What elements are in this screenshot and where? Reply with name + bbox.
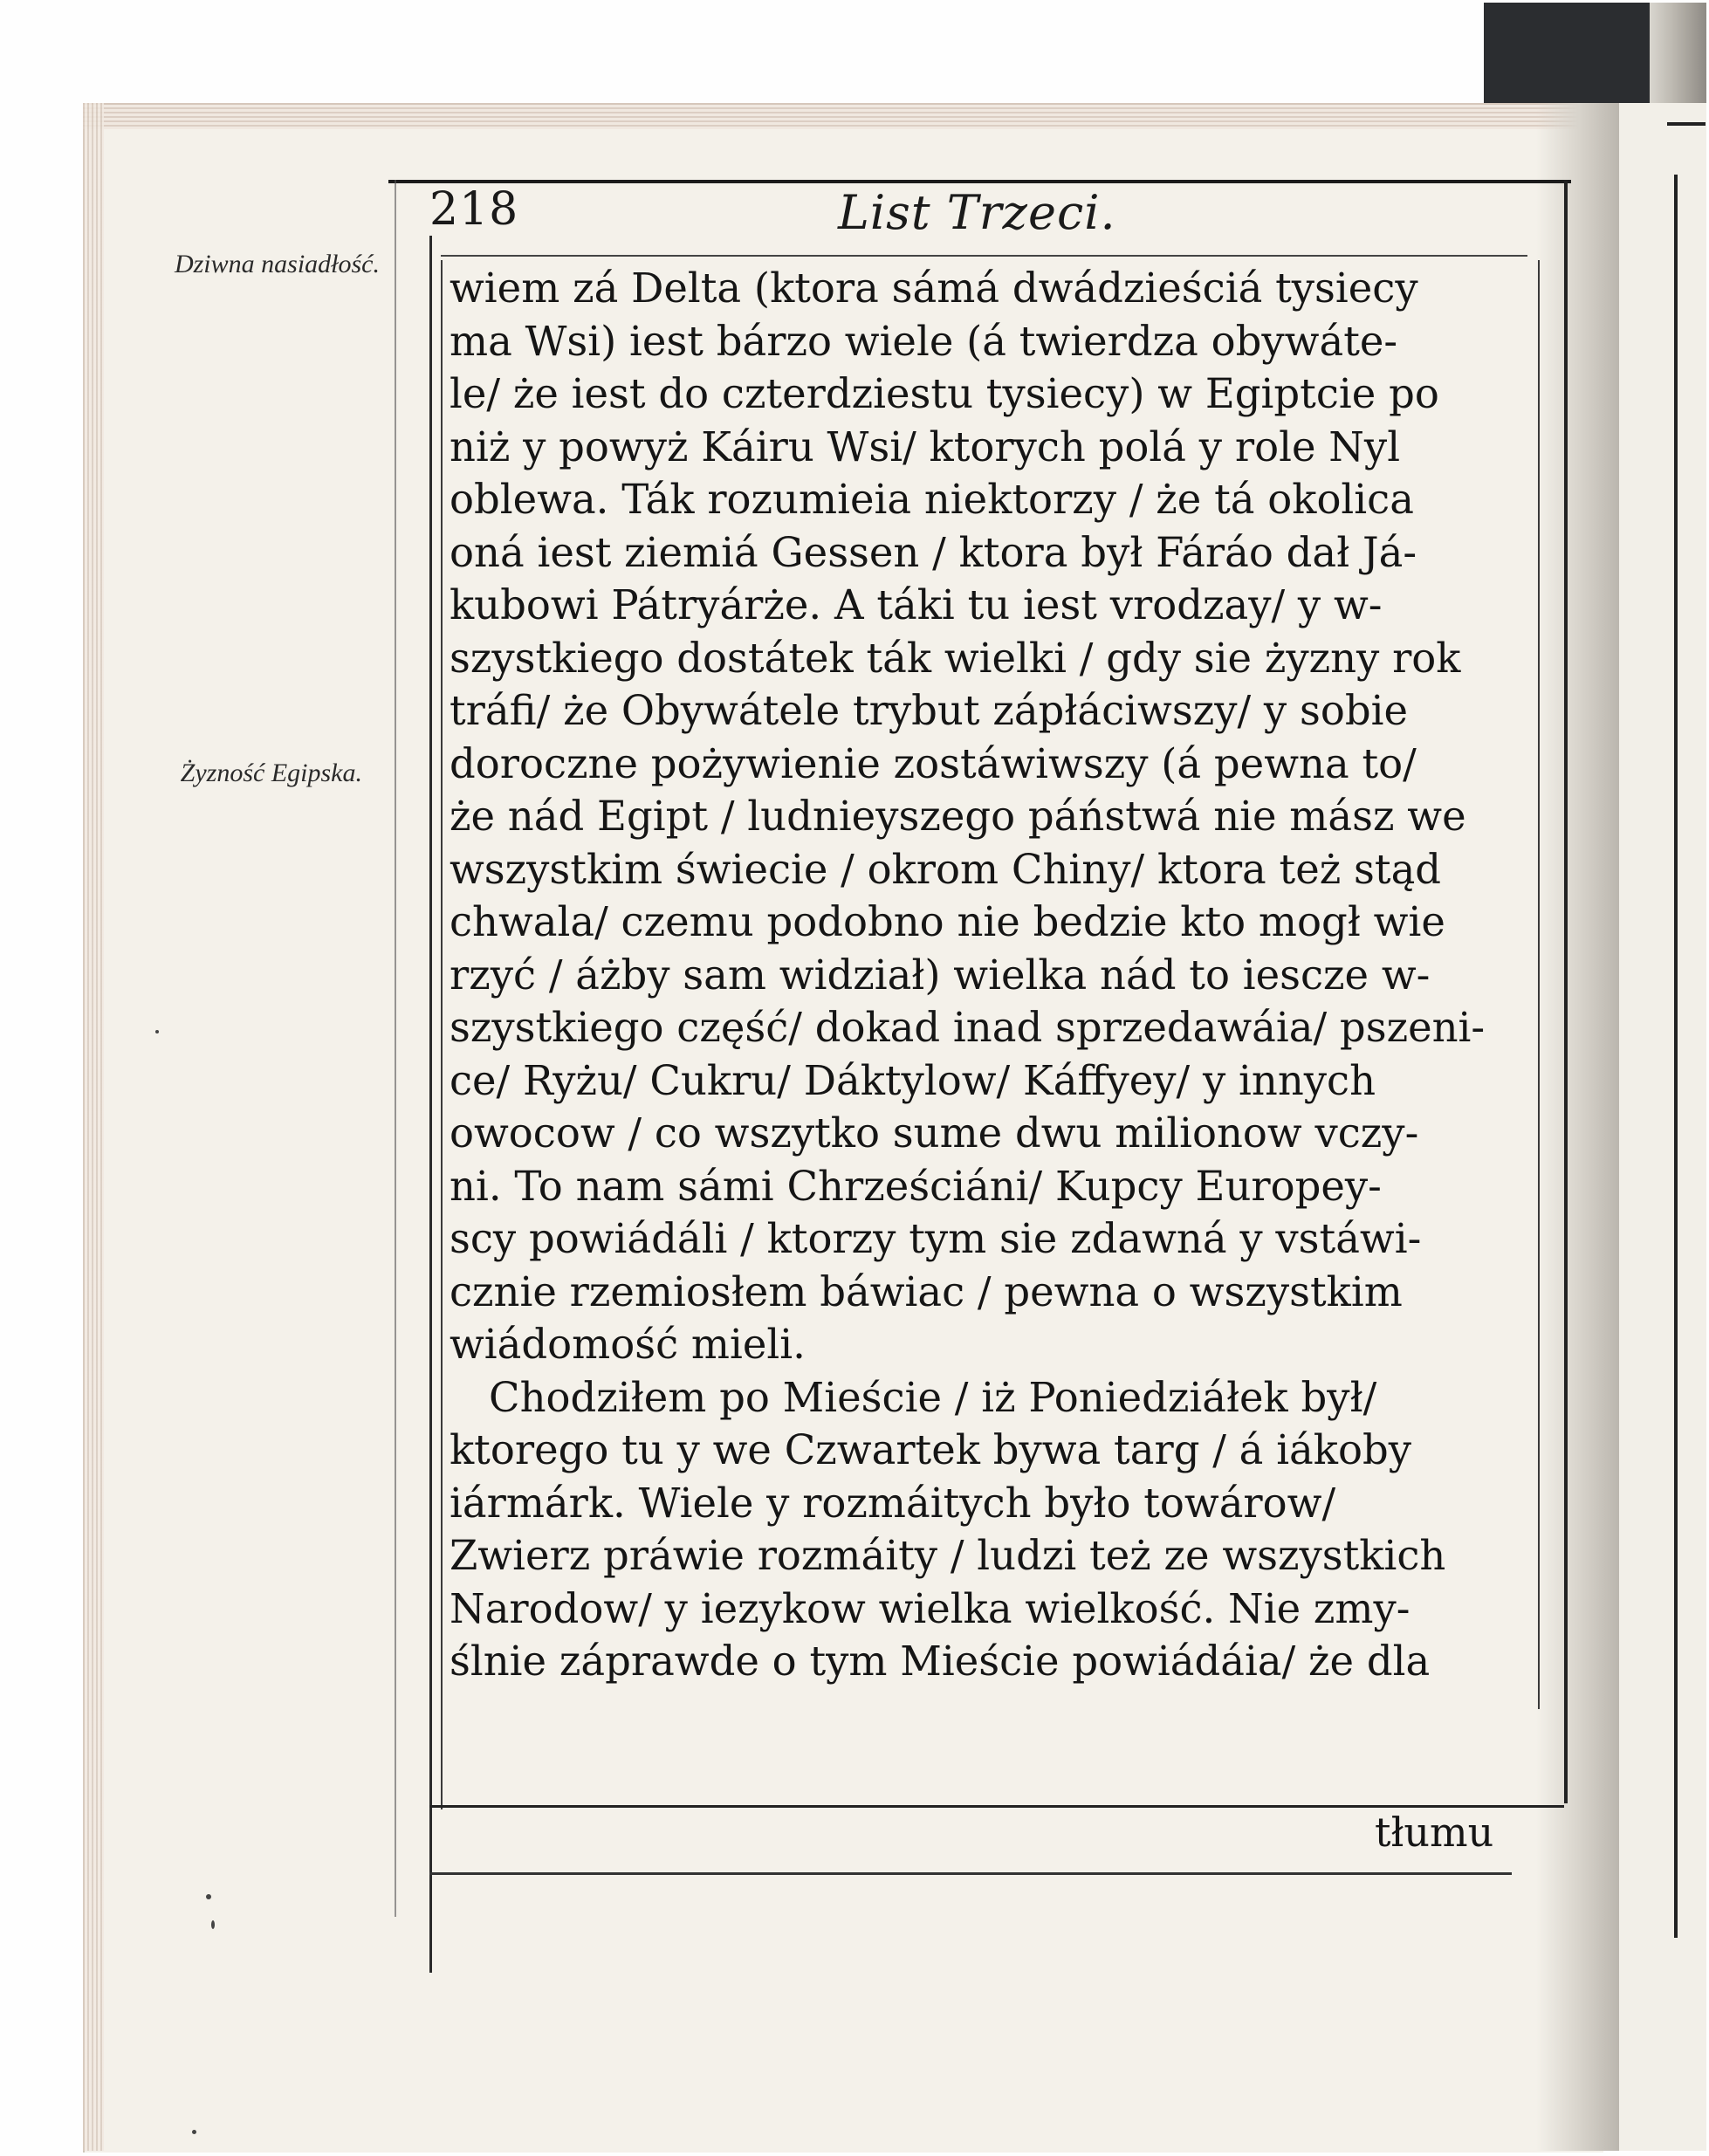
text-line: wiádomość mieli. — [450, 1321, 806, 1368]
text-line: wszystkim świecie / okrom Chiny/ ktora też stąd — [450, 845, 1442, 893]
text-line: oblewa. Ták rozumieia niektorzy / że tá okolica — [450, 476, 1414, 523]
text-line: Zwierz práwie rozmáity / ludzi też ze wszystkich — [450, 1532, 1446, 1579]
text-line: chwala/ czemu podobno nie bedzie kto mogł wie — [450, 898, 1445, 945]
text-rule-left — [441, 260, 443, 1809]
body-text — [450, 262, 1536, 1688]
text-line: wiem zá Delta (ktora sámá dwádzieściá tysiecy — [450, 264, 1418, 312]
frame-rule-left — [429, 236, 432, 1973]
text-line: owocow / co wszytko sume dwu milionow vczy- — [450, 1109, 1419, 1157]
text-line: szystkiego część/ dokad inad sprzedawáia/ pszeni- — [450, 1004, 1486, 1051]
text-line: niż y powyż Káiru Wsi/ ktorych polá y role Nyl — [450, 422, 1401, 470]
text-line: iármárk. Wiele y rozmáitych było towárow/ — [450, 1479, 1336, 1527]
text-line: scy powiádáli / ktorzy tym sie zdawná y vstáwi- — [450, 1215, 1422, 1262]
margin-note: Żyzność Egipska. — [180, 759, 362, 787]
text-line: ni. To nam sámi Chrześciáni/ Kupcy Europey- — [450, 1162, 1382, 1210]
text-line: że nád Egipt / ludnieyszego páństwá nie mász we — [450, 793, 1466, 840]
page-number: 218 — [429, 183, 519, 236]
facing-page-rule — [1674, 175, 1678, 1938]
text-line: ce/ Ryżu/ Cukru/ Dáktylow/ Káffyey/ y innych — [450, 1056, 1376, 1104]
text-line: cznie rzemiosłem báwiac / pewna o wszystkim — [450, 1267, 1403, 1315]
text-line: Narodow/ y iezykow wielka wielkość. Nie zmy- — [450, 1584, 1410, 1632]
frame-rule-left-outer — [395, 180, 396, 1917]
text-line: szystkiego dostátek ták wielki / gdy sie żyzny rok — [450, 634, 1461, 682]
text-line: rzyć / áżby sam widział) wielka nád to iescze w- — [450, 951, 1431, 999]
running-head: List Trzeci. — [838, 185, 1116, 240]
facing-page-topline — [1667, 122, 1706, 126]
ink-speck — [192, 2130, 196, 2134]
frame-rule-top — [388, 180, 1571, 183]
text-line: Chodziłem po Mieście / iż Poniedziáłek był/ — [489, 1373, 1377, 1421]
text-line: ktorego tu y we Czwartek bywa targ / á iákoby — [450, 1426, 1411, 1473]
text-line: le/ że iest do czterdziestu tysiecy) w Egiptcie po — [450, 370, 1439, 417]
header-rule — [441, 255, 1527, 257]
text-rule-right — [1538, 260, 1540, 1709]
ink-speck — [211, 1920, 215, 1929]
page-stack-top — [83, 103, 1602, 129]
text-line: doroczne pożywienie zostáwiwszy (á pewna to/ — [450, 739, 1417, 787]
text-line: tráfi/ że Obywátele trybut zápłáciwszy/ y sobie — [450, 687, 1408, 734]
text-line: kubowi Pátryárże. A táki tu iest vrodzay/ y w- — [450, 581, 1383, 628]
frame-rule-bottom — [429, 1805, 1564, 1808]
facing-page — [1619, 103, 1706, 2151]
ink-speck — [155, 1030, 159, 1033]
page-stack-left — [83, 103, 104, 2151]
text-line: ślnie záprawde o tym Mieście powiádáia/ że dla — [450, 1638, 1431, 1685]
margin-note: Dziwna nasiadłość. — [174, 250, 380, 278]
frame-rule-bottom-outer — [429, 1872, 1512, 1875]
frame-rule-right — [1564, 180, 1568, 1803]
text-line: oná iest ziemiá Gessen / ktora był Fáráo dał Já- — [450, 528, 1417, 576]
text-line: ma Wsi) iest bárzo wiele (á twierdza obywáte- — [450, 317, 1398, 365]
catchword: tłumu — [1375, 1809, 1494, 1856]
ink-speck — [206, 1894, 211, 1899]
